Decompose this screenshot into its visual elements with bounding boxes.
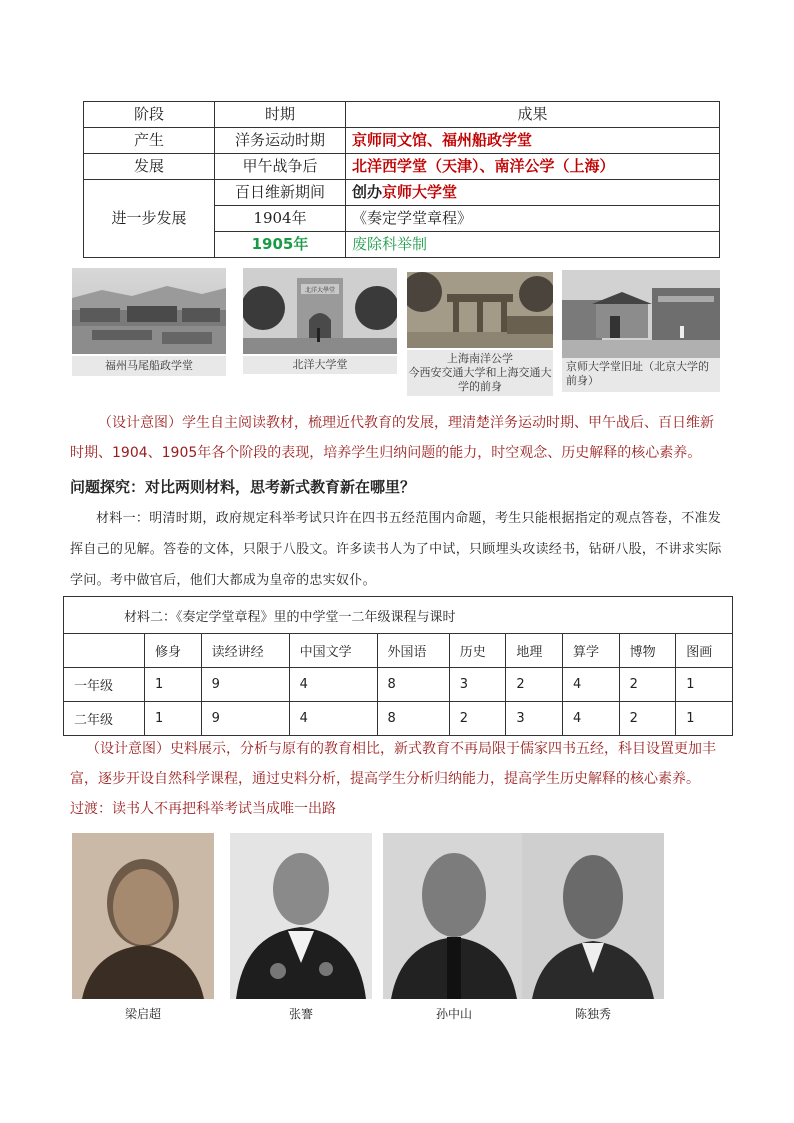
table-title-row: [64, 597, 733, 634]
photo-caption: 京师大学堂旧址（北京大学的前身）: [562, 358, 720, 392]
table-header-row: [84, 102, 720, 128]
hours-cell: 2: [449, 702, 506, 736]
hours-cell: 3: [506, 702, 563, 736]
beiyang-gate-photo: [243, 268, 397, 354]
design-text: 学生自主阅读教材，梳理近代教育的发展，理清楚洋务运动时期、甲午战后、百日维新时期、1904、1905年各个阶段的表现，培养学生归纳问题的能力，时空观念、历史解释的核心素养。: [70, 415, 714, 461]
subject-cell: 博物: [619, 634, 676, 668]
material-one: 材料一：明清时期，政府规定科举考试只许在四书五经范围内命题，考生只能根据指定的观点答卷，不准发挥自己的见解。答卷的文体，只限于八股文。许多读书人为了中试，只顾埋头攻读经书，钻研八股，不讲求实际学问。考中做官后，他们大都成为皇帝的忠实奴仆。: [70, 511, 722, 588]
hours-cell: 9: [201, 668, 289, 702]
result-cell: 京师同文馆、福州船政学堂: [346, 128, 720, 154]
table-title: 材料二：《奏定学堂章程》里的中学堂一二年级课程与课时: [64, 597, 733, 634]
result-cell: 《奏定学堂章程》: [346, 206, 720, 232]
portrait-name: 陈独秀: [574, 1007, 611, 1021]
subject-cell: 修身: [145, 634, 202, 668]
hours-cell: 4: [289, 702, 377, 736]
header-period: 时期: [215, 102, 346, 128]
question-heading: 问题探究：对比两则材料，思考新式教育新在哪里？: [70, 478, 416, 496]
hours-cell: 1: [145, 668, 202, 702]
hours-cell: 4: [563, 702, 620, 736]
hours-cell: 8: [377, 668, 449, 702]
result-cell: 北洋西学堂（天津）、南洋公学（上海）: [346, 154, 720, 180]
hours-cell: 1: [145, 702, 202, 736]
hours-cell: 1: [676, 702, 733, 736]
subjects-row: [64, 634, 733, 668]
hours-cell: 8: [377, 702, 449, 736]
period-cell: 甲午战争后: [215, 154, 346, 180]
gate-inscription: 北洋大學堂: [304, 287, 336, 294]
period-cell: 1904年: [215, 206, 346, 232]
header-stage: 阶段: [84, 102, 215, 128]
period-cell: 1905年: [215, 232, 346, 258]
portrait-name: 孙中山: [435, 1007, 472, 1021]
design-intent-2: [70, 734, 726, 794]
subject-cell: 历史: [449, 634, 506, 668]
subject-cell: 算学: [563, 634, 620, 668]
design-text: 史料展示，分析与原有的教育相比，新式教育不再局限于儒家四书五经，科目设置更加丰富，逐步开设自然科学课程，通过史料分析，提高学生分析归纳能力，提高学生历史解释的核心素养。: [70, 741, 716, 787]
imperial-university-photo: [562, 270, 720, 358]
hours-cell: 4: [289, 668, 377, 702]
fuzhou-school-photo: [72, 268, 226, 354]
photo-caption: 上海南洋公学 今西安交通大学和上海交通大学的前身: [407, 350, 553, 396]
stage-cell: 发展: [84, 154, 215, 180]
table-row: [84, 128, 720, 154]
education-stages-table: [83, 101, 720, 258]
photo-caption: 北洋大学堂: [243, 356, 397, 374]
design-label: （设计意图）: [98, 415, 182, 431]
portrait-photo: [72, 833, 214, 999]
result-cell: 废除科举制: [346, 232, 720, 258]
stage-cell: 进一步发展: [84, 180, 215, 258]
result-cell: [346, 180, 720, 206]
hours-cell: 2: [619, 668, 676, 702]
subject-cell: 中国文学: [289, 634, 377, 668]
period-cell: 洋务运动时期: [215, 128, 346, 154]
hours-cell: 2: [506, 668, 563, 702]
portrait-photo: [230, 833, 372, 999]
portrait-photo: [522, 833, 664, 999]
portrait-name: 张謇: [288, 1007, 313, 1021]
nanyang-school-photo: [407, 272, 553, 348]
subject-cell: 外国语: [377, 634, 449, 668]
subject-cell: 读经讲经: [201, 634, 289, 668]
table-row: [84, 154, 720, 180]
hours-cell: 1: [676, 668, 733, 702]
corner-cell: [64, 634, 145, 668]
curriculum-table: [63, 596, 733, 736]
header-result: 成果: [346, 102, 720, 128]
stage-cell: 产生: [84, 128, 215, 154]
portrait-name: 梁启超: [124, 1007, 161, 1021]
subject-cell: 地理: [506, 634, 563, 668]
hours-cell: 3: [449, 668, 506, 702]
grade-cell: 一年级: [64, 668, 145, 702]
result-highlight: 京师大学堂: [382, 183, 458, 201]
table-row: [84, 180, 720, 206]
hours-cell: 9: [201, 702, 289, 736]
subject-cell: 图画: [676, 634, 733, 668]
hours-cell: 2: [619, 702, 676, 736]
grade-cell: 二年级: [64, 702, 145, 736]
portrait-photo: [383, 833, 525, 999]
design-intent-1: [70, 408, 726, 468]
table-row: [64, 702, 733, 736]
hours-cell: 4: [563, 668, 620, 702]
design-label: （设计意图）: [86, 741, 170, 757]
transition-text: 过渡：读书人不再把科举考试当成唯一出路: [70, 801, 336, 817]
result-prefix: 创办: [352, 183, 383, 201]
table-row: [64, 668, 733, 702]
photo-caption: 福州马尾船政学堂: [72, 356, 226, 376]
period-cell: 百日维新期间: [215, 180, 346, 206]
